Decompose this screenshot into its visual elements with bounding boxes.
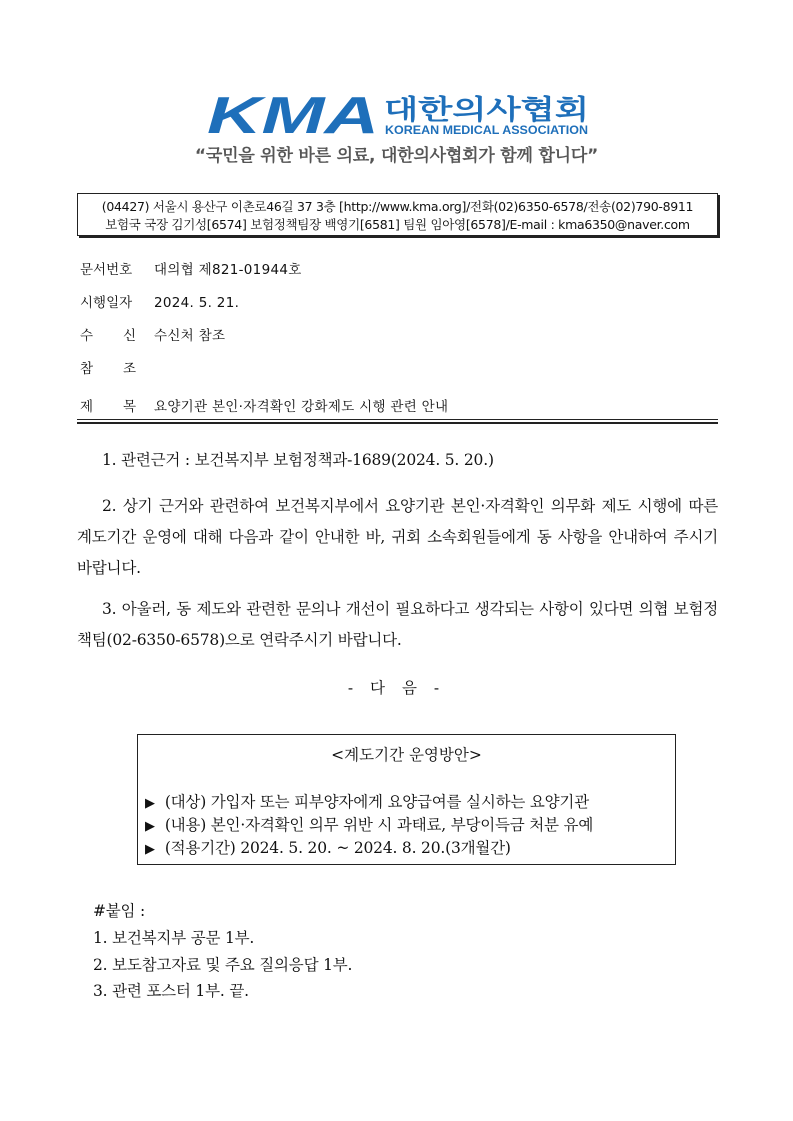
meta-date — [80, 291, 239, 311]
logo-english: KOREAN MEDICAL ASSOCIATION — [385, 125, 588, 137]
section-heading: - 다 음 - — [347, 679, 446, 697]
paragraph-3 — [77, 594, 718, 656]
meta-value: 요양기관 본인·자격확인 강화제도 시행 관련 안내 — [154, 399, 449, 415]
meta-label: 참조 — [80, 361, 167, 377]
paragraph-text: 1. 관련근거 : 보건복지부 보험정책과-1689(2024. 5. 20.) — [102, 451, 494, 469]
summary-item-text: (적용기간) 2024. 5. 20. ~ 2024. 8. 20.(3개월간) — [164, 839, 511, 857]
summary-item-text: (내용) 본인·자격확인 의무 위반 시 과태료, 부당이득금 처분 유예 — [164, 816, 594, 834]
contact-staff-line: 보험국 국장 김기성[6574] 보험정책팀장 백영기[6581] 팀원 임아영[6578]/E-mail : kma6350@naver.com — [105, 217, 690, 232]
meta-label: 문서번호 — [80, 262, 133, 278]
divider — [77, 419, 718, 420]
contact-address-line: (04427) 서울시 용산구 이촌로46길 37 3층 [http://www.kma.org]/전화(02)6350-6578/전송(02)790-8911 — [101, 199, 694, 214]
meta-reference — [80, 357, 167, 377]
summary-item — [145, 836, 511, 858]
attachments-heading: #붙임 : — [93, 902, 146, 920]
slogan: “국민을 위한 바른 의료, 대한의사협회가 함께 합니다” — [194, 146, 599, 166]
meta-doc-number — [80, 258, 302, 278]
bullet-arrow-icon: ▶ — [145, 842, 155, 857]
meta-value: 수신처 참조 — [154, 328, 226, 344]
attachment-item: 3. 관련 포스터 1부. 끝. — [93, 982, 249, 1000]
paragraph-text: 2. 상기 근거와 관련하여 보건복지부에서 요양기관 본인·자격확인 의무화 제도 시행에 따른 계도기간 운영에 대해 다음과 같이 안내한 바, 귀회 소속회원들에게 동 사항을 안내하여 주시기 바랍니다. — [77, 497, 718, 577]
meta-label: 시행일자 — [80, 295, 133, 311]
meta-recipient — [80, 324, 225, 344]
meta-value: 2024. 5. 21. — [154, 295, 240, 311]
bullet-arrow-icon: ▶ — [145, 796, 155, 811]
meta-label: 수신 — [80, 328, 167, 344]
meta-label: 제목 — [80, 399, 167, 415]
kma-logo — [207, 92, 589, 138]
summary-title: <계도기간 운영방안> — [331, 746, 482, 764]
logo-korean: 대한의사협회 — [384, 95, 541, 126]
paragraph-text: 3. 아울러, 동 제도와 관련한 문의나 개선이 필요하다고 생각되는 사항이 있다면 의협 보험정책팀(02-6350-6578)으로 연락주시기 바랍니다. — [77, 600, 718, 649]
summary-item — [145, 813, 593, 835]
meta-subject — [80, 395, 448, 415]
meta-value: 대의협 제821-01944호 — [154, 262, 302, 278]
attachment-item: 1. 보건복지부 공문 1부. — [93, 929, 255, 947]
attachment-item: 2. 보도참고자료 및 주요 질의응답 1부. — [93, 956, 353, 974]
paragraph-1 — [77, 445, 718, 476]
summary-box — [137, 734, 676, 865]
summary-item-text: (대상) 가입자 또는 피부양자에게 요양급여를 실시하는 요양기관 — [164, 793, 589, 811]
kma-logo-graphic — [207, 92, 589, 138]
logo-letters: KMA — [207, 92, 379, 138]
contact-box — [77, 193, 718, 236]
bullet-arrow-icon: ▶ — [145, 819, 155, 834]
paragraph-2 — [77, 491, 718, 584]
divider — [77, 422, 718, 424]
summary-item — [145, 790, 589, 812]
